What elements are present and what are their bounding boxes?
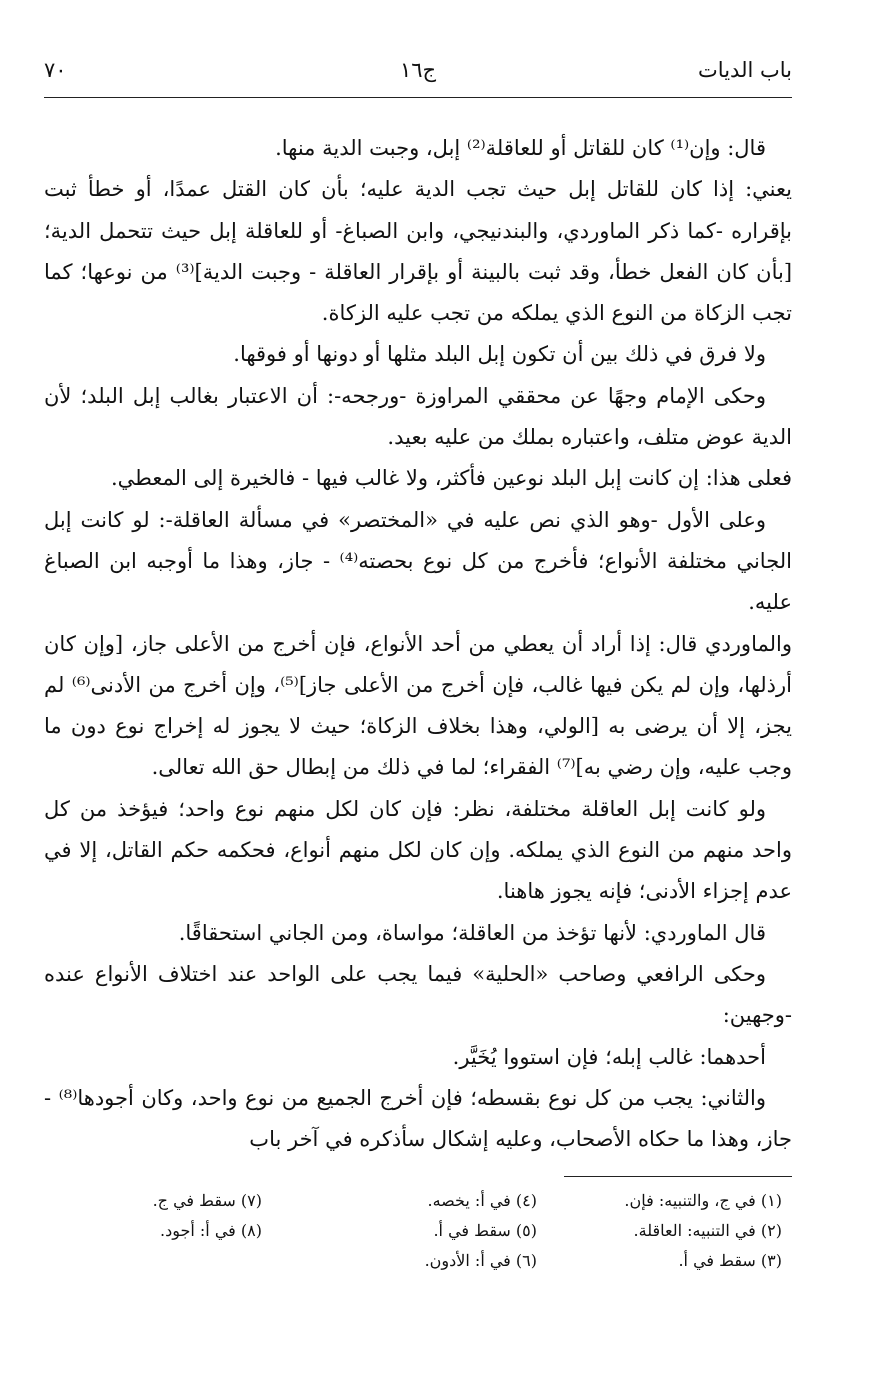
paragraph: أحدهما: غالب إبله؛ فإن استووا يُخَيَّر. — [452, 1044, 766, 1069]
main-text — [44, 128, 792, 1160]
footnote: (٣) سقط في أ. — [678, 1251, 782, 1270]
chapter-title: باب الديات — [698, 58, 792, 82]
paragraph: وعلى الأول -وهو الذي نص عليه في «المختصر» في مسألة العاقلة-: لو كانت إبل الجاني مختلفة الأنواع؛ فأخرج من كل نوع بحصته⁽⁴⁾ - جاز، وهذا ما أوجبه ابن الصباغ عليه. — [44, 507, 792, 615]
page-number: ٧٠ — [44, 58, 67, 82]
paragraph: قال الماوردي: لأنها تؤخذ من العاقلة؛ مواساة، ومن الجاني استحقاقًا. — [178, 920, 766, 945]
paragraph: ولو كانت إبل العاقلة مختلفة، نظر: فإن كان لكل منهم نوع واحد؛ فيؤخذ من كل واحد منهم من النوع الذي يملكه. وإن كان لكل منهم أنواع، فحكمه حكم القاتل، إلا في عدم إجزاء الأدنى؛ فإنه يجوز هاهنا. — [44, 796, 792, 904]
footnote-column — [624, 1186, 782, 1276]
header-rule — [44, 97, 792, 98]
paragraph: وحكى الإمام وجهًا عن محققي المراوزة -ورجحه-: أن الاعتبار بغالب إبل البلد؛ لأن الدية عوض متلف، واعتباره بملك من عليه بعيد. — [44, 383, 792, 450]
paragraph: وحكى الرافعي وصاحب «الحلية» فيما يجب على الواحد عند اختلاف الأنواع عنده -وجهين: — [44, 961, 792, 1028]
footnote-column — [153, 1186, 262, 1246]
volume-label: ج١٦ — [399, 58, 437, 82]
footnote: (٤) في أ: يخصه. — [427, 1191, 537, 1210]
footnote: (٨) في أ: أجود. — [160, 1221, 262, 1240]
paragraph: فعلى هذا: إن كانت إبل البلد نوعين فأكثر، ولا غالب فيها - فالخيرة إلى المعطي. — [110, 466, 792, 491]
paragraph: يعني: إذا كان للقاتل إبل حيث تجب الدية عليه؛ بأن كان القتل عمدًا، أو خطأ ثبت بإقراره -كما ذكر الماوردي، والبندنيجي، وابن الصباغ- أو للعاقلة إبل حيث تتحمل الدية؛ [بأن كان الفعل خطأ، وقد ثبت بالبينة أو بإقرار العاقلة - وجبت الدية]⁽³⁾ من نوعها؛ كما تجب الزكاة من النوع الذي يملكه من تجب عليه الزكاة. — [44, 177, 793, 326]
paragraph: والماوردي قال: إذا أراد أن يعطي من أحد الأنواع، فإن أخرج من الأعلى جاز، [وإن كان أرذلها، وإن لم يكن فيها غالب، فإن أخرج من الأعلى جاز]⁽⁵⁾، وإن أخرج من الأدنى⁽⁶⁾ لم يجز، إلا أن يرضى به [الولي، وهذا بخلاف الزكاة؛ حيث لا يجوز له إخراج نوع دون ما وجب عليه، وإن رضي به]⁽⁷⁾ الفقراء؛ لما في ذلك من إبطال حق الله تعالى. — [44, 631, 792, 780]
page-header — [44, 58, 792, 94]
paragraph: والثاني: يجب من كل نوع بقسطه؛ فإن أخرج الجميع من نوع واحد، وكان أجودها⁽⁸⁾ - جاز، وهذا ما حكاه الأصحاب، وعليه إشكال سأذكره في آخر باب — [44, 1085, 792, 1152]
footnote: (١) في ج، والتنبيه: فإن. — [624, 1191, 782, 1210]
footnote-rule — [564, 1176, 792, 1177]
paragraph: قال: وإن⁽¹⁾ كان للقاتل أو للعاقلة⁽²⁾ إبل، وجبت الدية منها. — [275, 136, 766, 160]
document-page — [44, 58, 793, 1270]
paragraph: ولا فرق في ذلك بين أن تكون إبل البلد مثلها أو دونها أو فوقها. — [233, 342, 766, 367]
footnote: (٢) في التنبيه: العاقلة. — [633, 1221, 782, 1240]
footnote: (٥) سقط في أ. — [433, 1221, 537, 1240]
footnote-column — [425, 1186, 537, 1276]
footnote: (٦) في أ: الأدون. — [424, 1251, 537, 1270]
footnote: (٧) سقط في ج. — [152, 1191, 262, 1210]
